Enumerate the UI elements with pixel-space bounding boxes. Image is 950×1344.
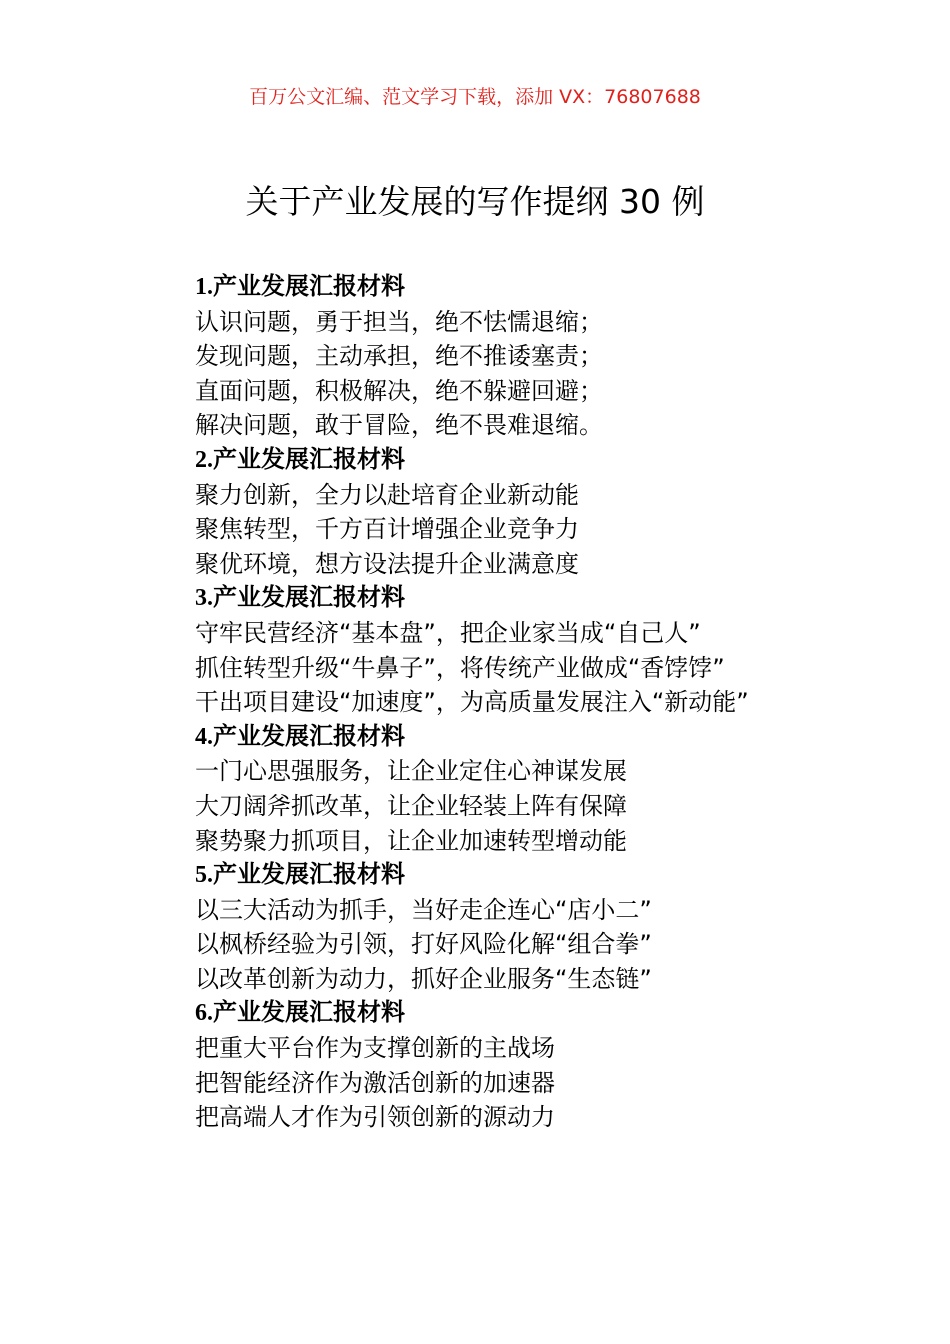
outline-line: 大刀阔斧抓改革，让企业轻装上阵有保障 <box>195 791 627 820</box>
outline-line: 认识问题，勇于担当，绝不怯懦退缩； <box>195 307 603 336</box>
outline-line: 直面问题，积极解决，绝不躲避回避； <box>195 376 603 405</box>
outline-line: 发现问题，主动承担，绝不推诿塞责； <box>195 342 603 371</box>
outline-line: 以枫桥经验为引领，打好风险化解“组合拳” <box>195 930 652 959</box>
outline-line: 把智能经济作为激活创新的加速器 <box>195 1068 555 1097</box>
header-note: 百万公文汇编、范文学习下载，添加 VX：76807688 <box>249 86 701 108</box>
outline-line: 干出项目建设“加速度”，为高质量发展注入“新动能” <box>195 688 749 717</box>
outline-line: 解决问题，敢于冒险，绝不畏难退缩。 <box>195 411 603 440</box>
outline-line: 把高端人才作为引领创新的源动力 <box>195 1103 555 1132</box>
outline-line: 聚优环境，想方设法提升企业满意度 <box>195 549 579 578</box>
outline-line: 以改革创新为动力，抓好企业服务“生态链” <box>195 964 652 993</box>
section-heading: 3.产业发展汇报材料 <box>195 585 405 612</box>
section-heading: 2.产业发展汇报材料 <box>195 446 405 473</box>
outline-line: 以三大活动为抓手，当好走企连心“店小二” <box>195 895 652 924</box>
section-heading: 1.产业发展汇报材料 <box>195 274 405 300</box>
outline-line: 一门心思强服务，让企业定住心神谋发展 <box>195 757 627 786</box>
outline-line: 抓住转型升级“牛鼻子”，将传统产业做成“香饽饽” <box>195 653 725 682</box>
section-heading: 5.产业发展汇报材料 <box>195 862 405 889</box>
section-heading: 6.产业发展汇报材料 <box>195 1000 405 1027</box>
outline-line: 聚焦转型，千方百计增强企业竞争力 <box>195 515 579 544</box>
outline-line: 守牢民营经济“基本盘”，把企业家当成“自己人” <box>195 618 701 647</box>
outline-line: 把重大平台作为支撑创新的主战场 <box>195 1034 555 1063</box>
outline-line: 聚力创新，全力以赴培育企业新动能 <box>195 480 579 509</box>
outline-line: 聚势聚力抓项目，让企业加速转型增动能 <box>195 826 627 855</box>
section-heading: 4.产业发展汇报材料 <box>195 723 405 750</box>
document-title: 关于产业发展的写作提纲 30 例 <box>245 182 705 221</box>
document-body <box>145 270 810 1135</box>
